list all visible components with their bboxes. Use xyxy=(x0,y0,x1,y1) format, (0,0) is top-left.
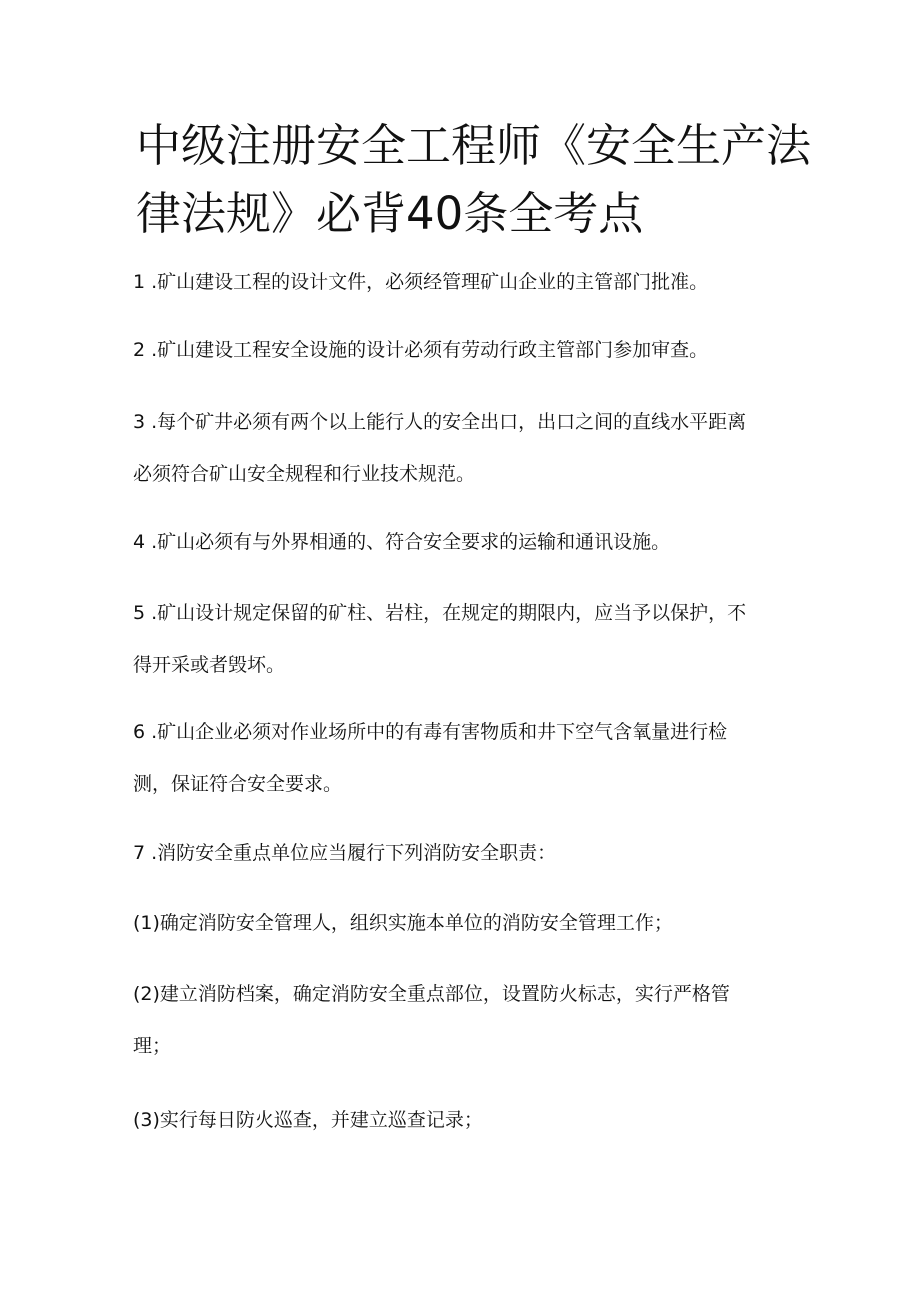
paragraph-3 xyxy=(133,402,793,494)
paragraph-line: (3)实行每日防火巡查，并建立巡查记录； xyxy=(133,1109,483,1131)
page-title xyxy=(136,112,812,248)
paragraph-4 xyxy=(133,522,793,562)
paragraph-line: 必须符合矿山安全规程和行业技术规范。 xyxy=(133,463,476,485)
paragraph-9 xyxy=(133,974,793,1066)
paragraph-line: 7 .消防安全重点单位应当履行下列消防安全职责： xyxy=(133,842,557,864)
paragraph-line: 得开采或者毁坏。 xyxy=(133,654,286,676)
paragraph-line: 6 .矿山企业必须对作业场所中的有毒有害物质和井下空气含氧量进行检 xyxy=(133,721,728,743)
paragraph-line: 4 .矿山必须有与外界相通的、符合安全要求的运输和通讯设施。 xyxy=(133,531,671,553)
paragraph-7 xyxy=(133,833,793,873)
paragraph-line: 5 .矿山设计规定保留的矿柱、岩柱，在规定的期限内，应当予以保护，不 xyxy=(133,602,747,624)
paragraph-8 xyxy=(133,903,793,943)
paragraph-1 xyxy=(133,262,793,302)
paragraph-6 xyxy=(133,712,793,804)
paragraph-line: (2)建立消防档案，确定消防安全重点部位，设置防火标志，实行严格管 xyxy=(133,983,730,1005)
paragraph-2 xyxy=(133,330,793,370)
title-line-2: 律法规》必背40条全考点 xyxy=(136,187,644,240)
title-line-1: 中级注册安全工程师《安全生产法 xyxy=(136,119,812,172)
paragraph-line: 测，保证符合安全要求。 xyxy=(133,773,343,795)
paragraph-line: 2 .矿山建设工程安全设施的设计必须有劳动行政主管部门参加审查。 xyxy=(133,339,709,361)
paragraph-line: 理； xyxy=(133,1035,172,1057)
paragraph-line: (1)确定消防安全管理人，组织实施本单位的消防安全管理工作； xyxy=(133,912,673,934)
paragraph-line: 3 .每个矿井必须有两个以上能行人的安全出口，出口之间的直线水平距离 xyxy=(133,411,747,433)
paragraph-5 xyxy=(133,593,793,685)
paragraph-10 xyxy=(133,1100,793,1140)
paragraph-line: 1 .矿山建设工程的设计文件，必须经管理矿山企业的主管部门批准。 xyxy=(133,271,709,293)
